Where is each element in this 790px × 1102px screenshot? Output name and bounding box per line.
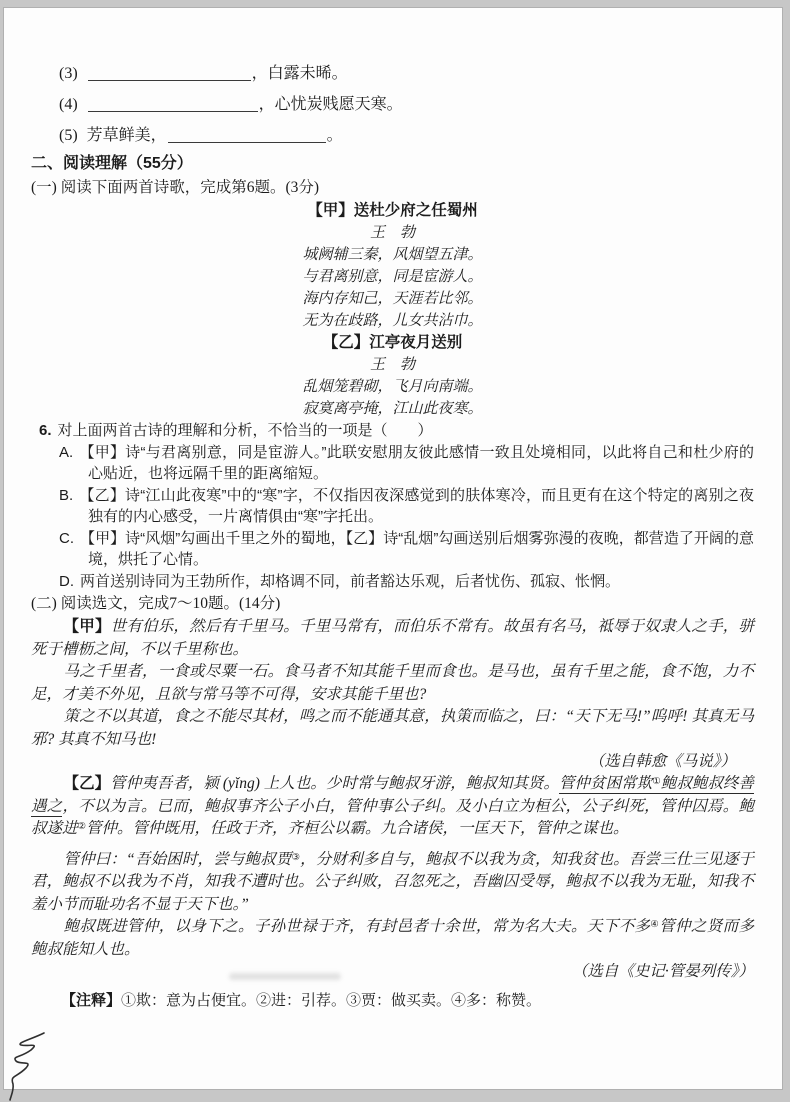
passage-a-paragraph-1 (31, 616, 754, 661)
option-label: B. (59, 486, 74, 504)
fill-in-blanks-list (31, 58, 754, 151)
fill-item-3 (31, 58, 754, 89)
underlined-segment: 管仲贫困常欺 (558, 775, 653, 792)
section-heading-reading: 二、阅读理解（55分） (31, 155, 193, 172)
poem-a-line: 与君离别意，同是宦游人。 (302, 269, 483, 285)
pen-scribble-mark (6, 1030, 54, 1102)
fill-item-text: 。 (326, 127, 343, 144)
part1-instructions: (一) 阅读下面两首诗歌，完成第6题。(3分) (31, 179, 320, 196)
poem-b-line: 乱烟笼碧砌，飞月向南端。 (302, 379, 483, 395)
fill-item-text: ，心忧炭贱愿天寒。 (258, 96, 403, 113)
page-content (31, 58, 754, 1012)
option-text: 【甲】诗“与君离别意，同是宦游人。”此联安慰朋友彼此感情一致且处境相同，以此将自己和杜少府的心贴近，也将远隔千里的距离缩短。 (79, 443, 754, 482)
fill-item-5 (31, 120, 754, 151)
note-ref-4: ④ (650, 920, 660, 930)
passage-b-source: （选自《史记·管晏列传》） (571, 963, 754, 980)
passage-b-text: 管仲之贤而多鲍叔能知人也。 (31, 918, 754, 958)
fill-item-4 (31, 89, 754, 120)
passage-b-paragraph-1 (31, 773, 754, 841)
passage-b-text: ，不以为言。已而，鲍叔事齐公子小白，管仲事公子纠。及小白立为桓公，公子纠死，管仲囚焉。鲍叔遂进 (31, 797, 754, 837)
underlined-segment: 鲍叔鲍叔终善遇之 (31, 775, 754, 815)
question-number: 6. (39, 422, 52, 439)
passage-a (31, 616, 754, 773)
passage-b-text: 鲍叔既进管仲，以身下之。子孙世禄于齐，有封邑者十余世，常为名大夫。天下不多 (63, 918, 651, 935)
passage-a-source: （选自韩愈《马说》） (588, 753, 736, 770)
poem-a-line: 无为在歧路，儿女共沾巾。 (302, 313, 483, 329)
note-ref-3: ③ (291, 852, 301, 863)
blank-line (88, 64, 251, 81)
poem-a-author: 王 勃 (369, 225, 415, 241)
option-label: D. (59, 572, 74, 590)
option-a (31, 442, 754, 485)
passage-b-text: 管仲。管仲既用，任政于齐，齐桓公以霸。九合诸侯，一匡天下，管仲之谋也。 (86, 820, 629, 837)
poem-b-line: 寂寞离亭掩，江山此夜寒。 (302, 401, 483, 417)
fill-item-number: (4) (59, 96, 78, 113)
passage-b-paragraph-3 (31, 916, 754, 961)
exam-paper-page (3, 7, 783, 1090)
notes-line (31, 990, 754, 1012)
passage-b-label: 【乙】 (63, 775, 111, 792)
blank-line (88, 95, 258, 112)
note-ref-2: ② (77, 822, 87, 832)
fill-item-number: (3) (59, 65, 78, 82)
option-d (31, 571, 754, 593)
part2-instructions: (二) 阅读选文，完成7～10题。(14分) (31, 595, 281, 612)
poem-a-title: 【甲】送杜少府之任蜀州 (307, 202, 478, 219)
notes-label: 【注释】 (61, 992, 122, 1009)
passage-a-label: 【甲】 (63, 618, 111, 635)
question-6 (31, 420, 754, 592)
poem-a-line: 海内存知己，天涯若比邻。 (302, 291, 483, 307)
question-stem-text: 对上面两首古诗的理解和分析，不恰当的一项是（ ） (57, 422, 433, 439)
option-text: 【甲】诗“风烟”勾画出千里之外的蜀地，【乙】诗“乱烟”勾画送别后烟雾弥漫的夜晚，都营造了开阔的意境，烘托了心情。 (80, 529, 754, 568)
fill-item-text: 芳草鲜美， (86, 127, 167, 144)
poem-b-title: 【乙】江亭夜月送别 (322, 334, 463, 351)
note-ref-1: ① (652, 777, 661, 787)
poem-a-line: 城阙辅三秦，风烟望五津。 (302, 247, 483, 263)
notes-text: ①欺：意为占便宜。②进：引荐。③贾：做买卖。④多：称赞。 (121, 993, 542, 1009)
fill-item-number: (5) (59, 127, 78, 144)
passage-a-paragraph-2: 马之千里者，一食或尽粟一石。食马者不知其能千里而食也。是马也，虽有千里之能，食不饱，力不足，才美不外见，且欲与常马等不可得，安求其能千里也? (31, 663, 754, 703)
option-c (31, 528, 754, 571)
option-text: 两首送别诗同为王勃所作，却格调不同，前者豁达乐观，后者忧伤、孤寂、怅惘。 (80, 572, 621, 590)
blank-line (168, 126, 326, 143)
option-label: C. (59, 529, 74, 547)
passage-b-paragraph-2 (31, 849, 754, 917)
option-label: A. (59, 443, 74, 461)
passage-b-text: ，分财利多自与，鲍叔不以我为贪，知我贫也。吾尝三仕三见逐于君，鲍叔不以我为不肖，知我不遭时也。公子纠败，召忽死之，吾幽囚受辱，鲍叔不以我为无耻，知我不羞小节而耻功名不显于天下也。” (31, 850, 754, 913)
passage-b-text: 管仲曰：“吾始困时，尝与鲍叔贾 (63, 850, 292, 868)
poems-block (31, 200, 754, 420)
passage-b (31, 773, 754, 983)
option-b (31, 485, 754, 528)
passage-a-paragraph-3: 策之不以其道，食之不能尽其材，鸣之而不能通其意，执策而临之，曰：“天下无马!”呜呼! 其真无马邪? 其真不知马也! (31, 708, 754, 748)
fill-item-text: ，白露未晞。 (251, 65, 348, 82)
passage-a-text: 世有伯乐，然后有千里马。千里马常有，而伯乐不常有。故虽有名马，祗辱于奴隶人之手，骈死于槽枥之间，不以千里称也。 (31, 618, 754, 658)
question-6-stem (31, 420, 754, 442)
poem-b-author: 王 勃 (369, 357, 415, 373)
option-text: 【乙】诗“江山此夜寒”中的“寒”字，不仅指因夜深感觉到的肤体寒冷，而且更有在这个特定的离别之夜独有的内心感受，一片离情俱由“寒”字托出。 (79, 486, 754, 525)
passage-b-text: 管仲夷吾者，颍 (yǐng) 上人也。少时常与鲍叔牙游，鲍叔知其贤。 (110, 775, 559, 792)
scan-smudge (229, 973, 341, 980)
